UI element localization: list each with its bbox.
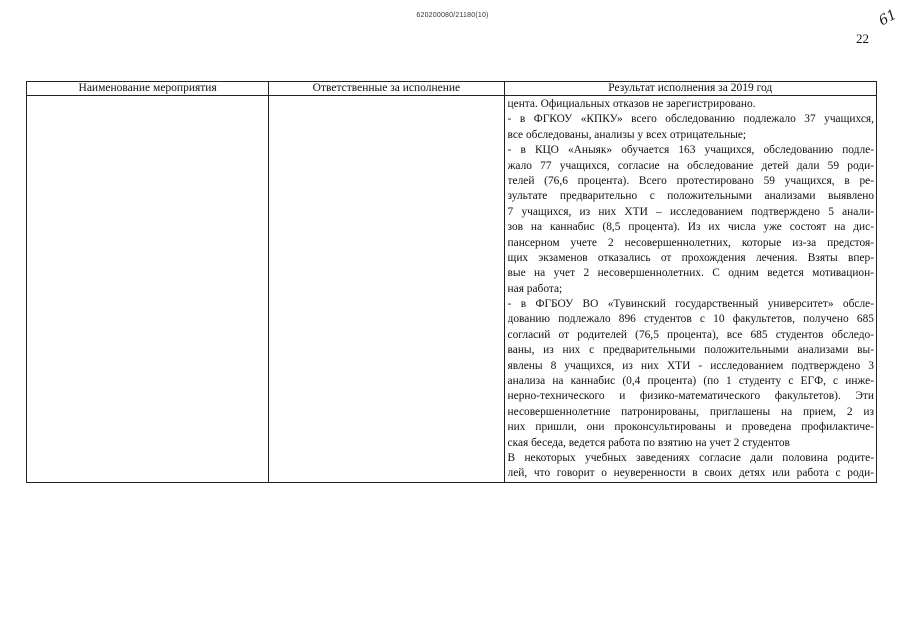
result-line: цента. Официальных отказов не зарегистрировано. — [507, 98, 756, 110]
result-line: - в КЦО «Аныяк» обучается 163 учащихся, обследованию подле- — [507, 144, 874, 157]
result-cell — [504, 96, 876, 483]
column-header-responsible: Ответственные за исполнение — [269, 82, 504, 96]
result-line: нерно-технического и физико-математического факультетов). Эти — [507, 390, 874, 403]
activities-table — [26, 81, 877, 483]
table-header-row — [27, 82, 877, 96]
result-line: несовершеннолетние патронированы, приглашены на прием, 2 из — [507, 405, 874, 418]
result-line: все обследованы, анализы у всех отрицательные; — [507, 128, 747, 141]
result-line: вые на учет 2 несовершеннолетних. С одним ведется мотивацион- — [507, 267, 874, 280]
result-line: анализа на каннабис (0,4 процента) (по 1 студенту с ЕГФ, с инже- — [507, 375, 874, 388]
result-line: явлены 8 учащихся, из них ХТИ - исследованием подтверждено 3 — [507, 359, 874, 372]
document-id: 620200080/21180(10) — [416, 12, 489, 19]
handwritten-page-mark: 61 — [876, 6, 900, 30]
result-line: пансерном учете 2 несовершеннолетних, которые из-за предстоя- — [507, 236, 874, 249]
result-line: них пришли, они проконсультированы и проведена профилактиче- — [507, 421, 874, 434]
result-line: телей (76,6 процента). Всего протестировано 59 учащихся, в ре- — [507, 174, 874, 187]
result-line: 7 учащихся, из них ХТИ – исследованием подтверждено 5 анали- — [507, 205, 874, 218]
result-line: зультате предварительно с положительными анализами выявлено — [507, 190, 874, 203]
table-row — [27, 96, 877, 483]
result-line: зов на каннабис (8,5 процента). Из их числа уже состоят на дис- — [507, 221, 874, 234]
result-line: ская беседа, ведется работа по взятию на учет 2 студентов — [507, 436, 790, 449]
column-header-activity: Наименование мероприятия — [27, 82, 269, 96]
result-line: согласий от родителей (76,5 процента), все 685 студентов обследо- — [507, 328, 874, 341]
result-line: ная работа; — [507, 282, 563, 295]
result-line: В некоторых учебных заведениях согласие дали половина родите- — [507, 451, 874, 464]
result-line: жало 77 учащихся, согласие на обследование детей дали 59 роди- — [507, 159, 874, 172]
responsible-cell — [269, 96, 504, 483]
column-header-result: Результат исполнения за 2019 год — [504, 82, 876, 96]
result-line: щих экзаменов отказались от прохождения лечения. Взяты впер- — [507, 251, 874, 264]
result-line: дованию подлежало 896 студентов с 10 факультетов, получено 685 — [507, 313, 874, 326]
result-line: - в ФГКОУ «КПКУ» всего обследованию подлежало 37 учащихся, — [507, 113, 874, 126]
result-line: лей, что говорит о неуверенности в своих детях или работа с роди- — [507, 467, 874, 480]
page-number: 22 — [856, 31, 869, 46]
result-line: ваны, из них с предварительными положительными анализами вы- — [507, 344, 874, 357]
activity-cell — [27, 96, 269, 483]
result-line: - в ФГБОУ ВО «Тувинский государственный университет» обсле- — [507, 298, 874, 311]
